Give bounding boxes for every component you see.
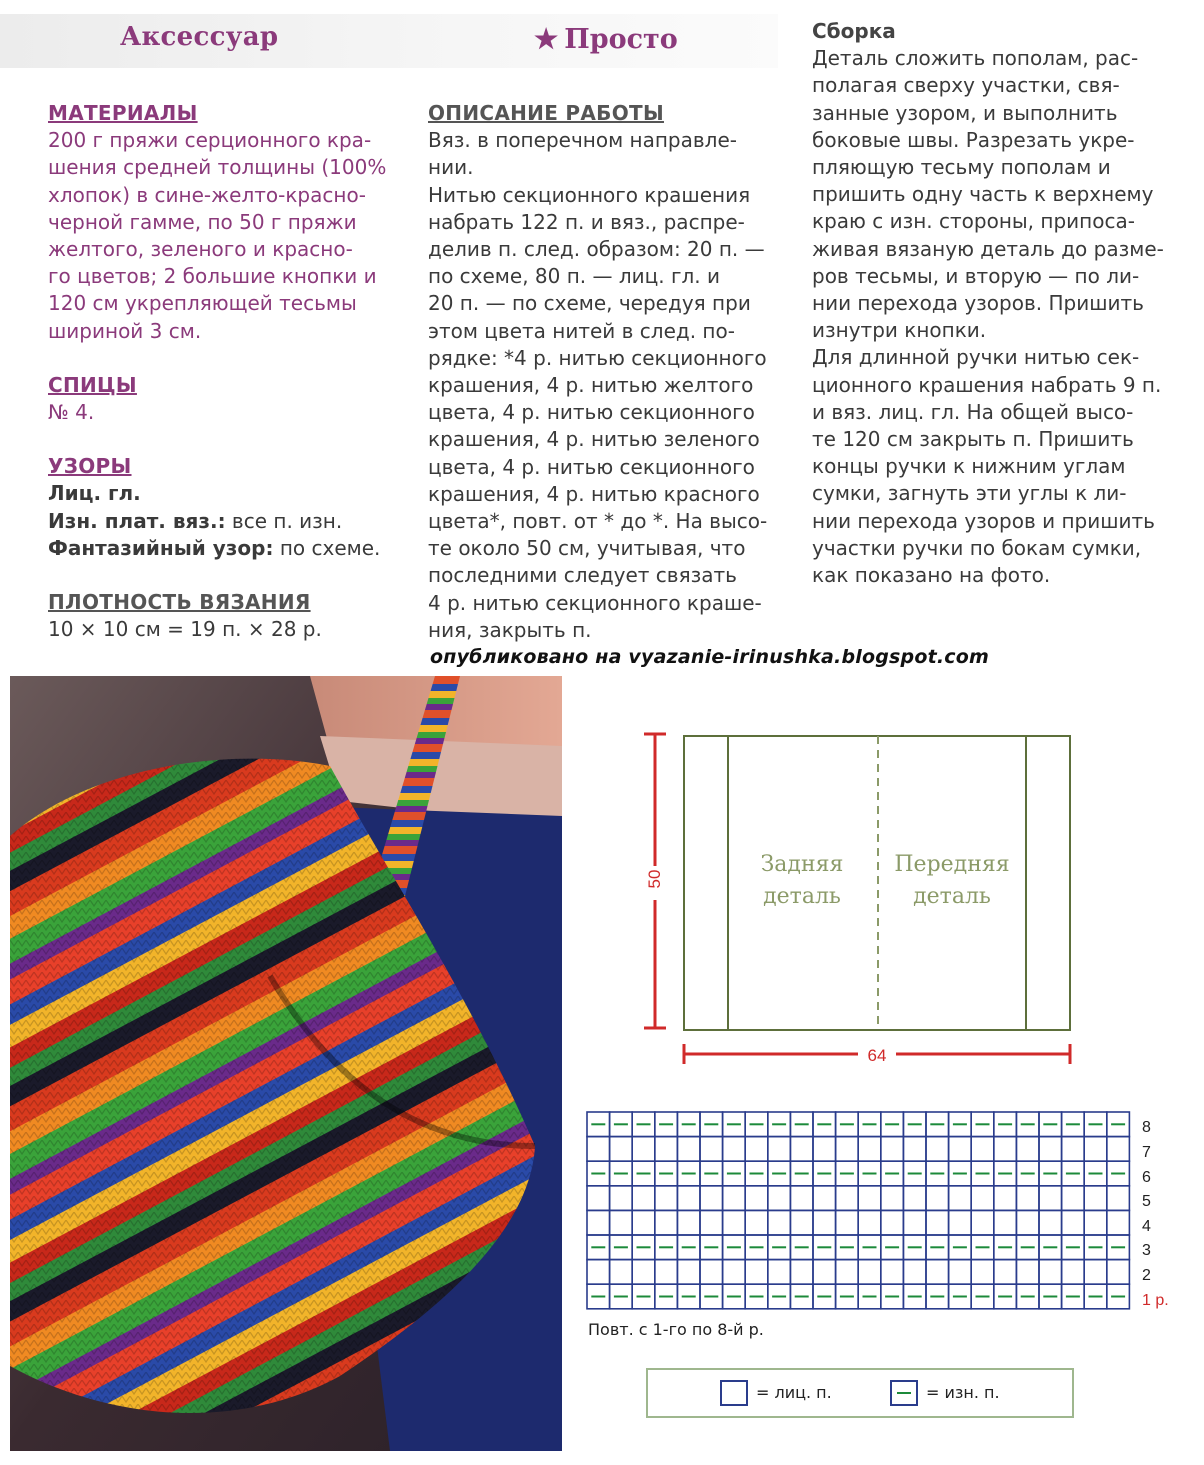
chart-cell — [881, 1260, 904, 1285]
chart-cell — [971, 1137, 994, 1162]
purl-symbol-icon — [890, 1380, 918, 1406]
chart-cell — [858, 1186, 881, 1211]
chart-cell — [836, 1260, 859, 1285]
chart-cell — [1062, 1210, 1085, 1235]
text-line: крашения, 4 р. нитью желтого — [428, 373, 754, 398]
chart-row-labels — [1142, 1119, 1169, 1309]
text-line: боковые швы. Разрезать укре- — [812, 127, 1135, 152]
chart-cell — [836, 1210, 859, 1235]
chart-cell — [994, 1137, 1017, 1162]
chart-cell — [768, 1137, 791, 1162]
chart-cell — [1016, 1137, 1039, 1162]
height-label: 50 — [645, 869, 664, 889]
chart-cell — [903, 1186, 926, 1211]
chart-cell — [700, 1186, 723, 1211]
chart-cell — [1107, 1210, 1130, 1235]
chart-cell — [768, 1260, 791, 1285]
bag-photo — [10, 676, 562, 1451]
text-line: как показано на фото. — [812, 563, 1051, 588]
chart-grid — [587, 1112, 1129, 1309]
text-line: цвета*, повт. от * до *. На высо- — [428, 509, 768, 534]
row-label: 2 — [1142, 1267, 1151, 1284]
pattern-garter — [48, 508, 398, 535]
text-line: и вяз. лиц. гл. На общей высо- — [812, 399, 1134, 424]
chart-cell — [949, 1260, 972, 1285]
pattern-garter-text: все п. изн. — [225, 508, 343, 533]
chart-cell — [655, 1210, 678, 1235]
front-label-2: деталь — [913, 884, 991, 909]
chart-cell — [836, 1186, 859, 1211]
chart-cell — [768, 1210, 791, 1235]
chart-cell — [1039, 1260, 1062, 1285]
chart-cell — [610, 1260, 633, 1285]
chart-cell — [813, 1186, 836, 1211]
chart-cell — [836, 1137, 859, 1162]
chart-cell — [1107, 1137, 1130, 1162]
chart-cell — [655, 1137, 678, 1162]
chart-cell — [632, 1137, 655, 1162]
chart-cell — [677, 1260, 700, 1285]
chart-cell — [903, 1210, 926, 1235]
chart-cell — [994, 1186, 1017, 1211]
chart-cell — [858, 1260, 881, 1285]
chart-cell — [677, 1137, 700, 1162]
text-line: ров тесьмы, и вторую — по ли- — [812, 263, 1140, 288]
star-icon: ★ — [534, 24, 559, 55]
text-line: ния, закрыть п. — [428, 617, 592, 642]
chart-cell — [1016, 1210, 1039, 1235]
chart-cell — [1039, 1137, 1062, 1162]
blog-credit: опубликовано на vyazanie-irinushka.blogspot.com — [430, 646, 989, 668]
text-line: Деталь сложить пополам, рас- — [812, 46, 1139, 71]
chart-cell — [1016, 1186, 1039, 1211]
chart-cell — [610, 1137, 633, 1162]
text-line: делив п. след. образом: 20 п. — — [428, 237, 765, 262]
patterns-title: УЗОРЫ — [48, 454, 132, 479]
chart-cell — [949, 1137, 972, 1162]
text-line: шения средней толщины (100% — [48, 155, 387, 180]
text-line: Нитью секционного крашения — [428, 182, 751, 207]
row-label: 8 — [1142, 1119, 1151, 1136]
text-line: живая вязаную деталь до разме- — [812, 236, 1164, 261]
text-line: нии перехода узоров. Пришить — [812, 291, 1144, 316]
chart-cell — [700, 1210, 723, 1235]
chart-cell — [1084, 1137, 1107, 1162]
chart-cell — [610, 1210, 633, 1235]
text-line: цвета, 4 р. нитью секционного — [428, 454, 755, 479]
chart-cell — [587, 1137, 610, 1162]
bag-illustration — [10, 676, 562, 1451]
text-line: те 120 см закрыть п. Пришить — [812, 427, 1134, 452]
repeat-note: Повт. с 1-го по 8-й р. — [588, 1320, 764, 1339]
text-line: нии перехода узоров и пришить — [812, 508, 1155, 533]
back-label-1: Задняя — [760, 852, 844, 877]
chart-cell — [881, 1186, 904, 1211]
chart-cell — [813, 1210, 836, 1235]
chart-legend — [646, 1368, 1074, 1418]
chart-cell — [881, 1137, 904, 1162]
chart-cell — [926, 1210, 949, 1235]
chart-cell — [1084, 1186, 1107, 1211]
text-line: цвета, 4 р. нитью секционного — [428, 400, 755, 425]
needles-title: СПИЦЫ — [48, 372, 137, 397]
text-line: пришить одну часть к верхнему — [812, 182, 1154, 207]
chart-cell — [1107, 1186, 1130, 1211]
chart-cell — [903, 1137, 926, 1162]
description-title: ОПИСАНИЕ РАБОТЫ — [428, 101, 664, 125]
text-line: краю с изн. стороны, припоса- — [812, 209, 1135, 234]
chart-cell — [700, 1137, 723, 1162]
text-line: хлопок) в сине-желто-красно- — [48, 182, 366, 207]
text-line: набрать 122 п. и вяз., распре- — [428, 209, 745, 234]
chart-cell — [745, 1137, 768, 1162]
text-line: 4 р. нитью секционного краше- — [428, 590, 762, 615]
knit-legend-label: = лиц. п. — [756, 1383, 832, 1402]
text-line: рядке: *4 р. нитью секционного — [428, 345, 767, 370]
row-label: 7 — [1142, 1144, 1151, 1161]
pattern-fancy-text: по схеме. — [273, 535, 381, 560]
difficulty-label: Просто — [564, 24, 678, 55]
chart-cell — [790, 1137, 813, 1162]
chart-cell — [745, 1186, 768, 1211]
bag-schematic — [636, 726, 1086, 1096]
chart-cell — [677, 1186, 700, 1211]
chart-cell — [858, 1137, 881, 1162]
chart-cell — [632, 1186, 655, 1211]
purl-legend-label: = изн. п. — [926, 1383, 1000, 1402]
chart-cell — [994, 1260, 1017, 1285]
chart-cell — [655, 1186, 678, 1211]
chart-cell — [926, 1137, 949, 1162]
stitch-chart — [585, 1110, 1185, 1315]
chart-cell — [949, 1210, 972, 1235]
chart-cell — [813, 1260, 836, 1285]
chart-cell — [971, 1186, 994, 1211]
assembly-title: Сборка — [812, 19, 896, 43]
text-line: Для длинной ручки нитью сек- — [812, 345, 1140, 370]
chart-cell — [926, 1186, 949, 1211]
chart-cell — [971, 1210, 994, 1235]
chart-cell — [632, 1260, 655, 1285]
chart-cell — [768, 1186, 791, 1211]
row-label: 4 — [1142, 1218, 1151, 1235]
pattern-stockinette: Лиц. гл. — [48, 481, 141, 506]
text-line: полагая сверху участки, свя- — [812, 73, 1120, 98]
row-label: 5 — [1142, 1193, 1151, 1210]
chart-cell — [790, 1260, 813, 1285]
text-line: го цветов; 2 большие кнопки и — [48, 264, 377, 289]
text-line: изнутри кнопки. — [812, 318, 987, 343]
text-line: те около 50 см, учитывая, что — [428, 536, 746, 561]
gauge-value: 10 × 10 см = 19 п. × 28 р. — [48, 617, 322, 642]
chart-cell — [1084, 1210, 1107, 1235]
chart-cell — [745, 1210, 768, 1235]
materials-text — [48, 127, 398, 345]
chart-cell — [971, 1260, 994, 1285]
chart-cell — [903, 1260, 926, 1285]
front-label-1: Передняя — [894, 852, 1010, 877]
chart-cell — [994, 1210, 1017, 1235]
text-line: Вяз. в поперечном направле- — [428, 128, 737, 153]
text-line: черной гамме, по 50 г пряжи — [48, 209, 357, 234]
pattern-fancy-label: Фантазийный узор: — [48, 535, 274, 560]
chart-cell — [723, 1137, 746, 1162]
chart-cell — [1084, 1260, 1107, 1285]
chart-cell — [881, 1210, 904, 1235]
chart-cell — [790, 1210, 813, 1235]
chart-cell — [949, 1186, 972, 1211]
chart-cell — [1062, 1137, 1085, 1162]
materials-title: МАТЕРИАЛЫ — [48, 101, 198, 125]
category-title: Аксессуар — [120, 22, 279, 52]
text-line: 20 п. — по схеме, чередуя при — [428, 291, 751, 316]
text-line: пляющую тесьму пополам и — [812, 155, 1111, 180]
chart-cell — [926, 1260, 949, 1285]
width-label: 64 — [867, 1046, 887, 1065]
row-label: 3 — [1142, 1242, 1151, 1259]
description-text — [428, 127, 778, 644]
assembly-column — [812, 18, 1164, 589]
text-line: этом цвета нитей в след. по- — [428, 318, 735, 343]
needles-value: № 4. — [48, 400, 95, 425]
materials-column — [48, 100, 398, 643]
text-line: ционного крашения набрать 9 п. — [812, 372, 1162, 397]
difficulty-title — [534, 24, 678, 55]
chart-cell — [610, 1186, 633, 1211]
chart-cell — [1062, 1186, 1085, 1211]
chart-cell — [1039, 1186, 1062, 1211]
chart-cell — [790, 1186, 813, 1211]
chart-cell — [587, 1260, 610, 1285]
row-label-first: 1 р. — [1142, 1292, 1169, 1309]
chart-cell — [677, 1210, 700, 1235]
chart-cell — [587, 1186, 610, 1211]
chart-cell — [858, 1210, 881, 1235]
row-label: 6 — [1142, 1169, 1151, 1186]
text-line: крашения, 4 р. нитью зеленого — [428, 427, 760, 452]
chart-cell — [1039, 1210, 1062, 1235]
text-line: крашения, 4 р. нитью красного — [428, 481, 760, 506]
chart-cell — [1062, 1260, 1085, 1285]
knit-symbol-icon — [720, 1380, 748, 1406]
text-line: желтого, зеленого и красно- — [48, 237, 353, 262]
chart-cell — [1107, 1260, 1130, 1285]
text-line: последними следует связать — [428, 563, 737, 588]
gauge-title: ПЛОТНОСТЬ ВЯЗАНИЯ — [48, 590, 311, 615]
text-line: шириной 3 см. — [48, 318, 202, 343]
text-line: занные узором, и выполнить — [812, 100, 1118, 125]
text-line: нии. — [428, 155, 474, 180]
chart-cell — [813, 1137, 836, 1162]
chart-cell — [723, 1260, 746, 1285]
chart-cell — [745, 1260, 768, 1285]
chart-cell — [700, 1260, 723, 1285]
assembly-text — [812, 45, 1164, 589]
chart-cell — [632, 1210, 655, 1235]
text-line: 200 г пряжи серционного кра- — [48, 128, 372, 153]
text-line: сумки, загнуть эти углы к ли- — [812, 481, 1127, 506]
chart-cell — [655, 1260, 678, 1285]
back-label-2: деталь — [763, 884, 841, 909]
text-line: участки ручки по бокам сумки, — [812, 535, 1142, 560]
chart-cell — [1016, 1260, 1039, 1285]
pattern-fancy — [48, 535, 398, 562]
chart-cell — [587, 1210, 610, 1235]
text-line: 120 см укрепляющей тесьмы — [48, 291, 357, 316]
text-line: по схеме, 80 п. — лиц. гл. и — [428, 264, 720, 289]
chart-cell — [723, 1210, 746, 1235]
pattern-garter-label: Изн. плат. вяз.: — [48, 508, 226, 533]
text-line: концы ручки к нижним углам — [812, 454, 1126, 479]
chart-cell — [723, 1186, 746, 1211]
description-column — [428, 100, 778, 644]
